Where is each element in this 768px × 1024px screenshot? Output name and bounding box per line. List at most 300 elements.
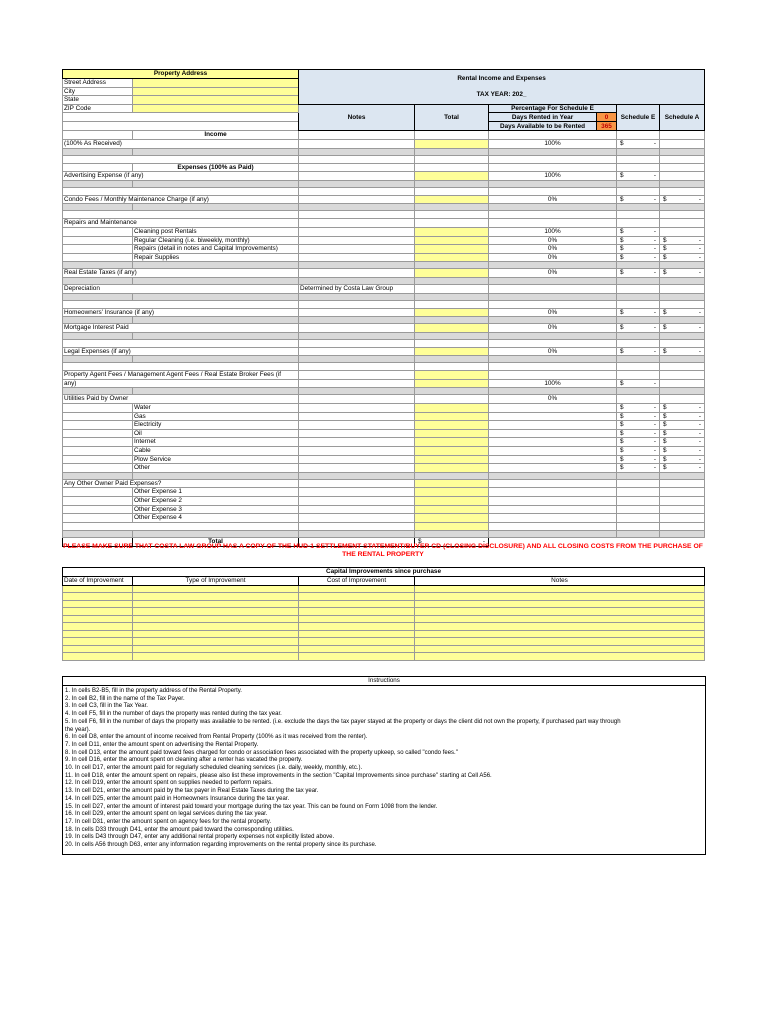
row-total-input[interactable] bbox=[415, 379, 489, 388]
depreciation-note: Determined by Costa Law Group bbox=[299, 284, 415, 293]
expense-row bbox=[63, 488, 705, 497]
schedule-e-value bbox=[617, 395, 660, 404]
row-label bbox=[63, 300, 299, 308]
dollar-sign: $ bbox=[663, 245, 667, 253]
schedule-e-value bbox=[617, 269, 660, 278]
row-label bbox=[63, 363, 299, 371]
schedule-a-value bbox=[660, 227, 705, 236]
row-percentage bbox=[489, 219, 617, 228]
row-notes[interactable] bbox=[299, 236, 415, 245]
expense-row bbox=[63, 505, 705, 514]
instruction-line: the year). bbox=[65, 726, 91, 733]
zip-label: ZIP Code bbox=[63, 104, 133, 113]
row-percentage: 0% bbox=[489, 269, 617, 278]
row-total-input[interactable] bbox=[415, 269, 489, 278]
dollar-sign: $ bbox=[663, 438, 667, 446]
schedule-a-value bbox=[660, 455, 705, 464]
row-label: Other Expense 1 bbox=[133, 488, 299, 497]
state-input[interactable] bbox=[133, 96, 299, 105]
row-notes[interactable] bbox=[299, 363, 415, 371]
row-total-input[interactable] bbox=[415, 371, 489, 380]
row-label bbox=[63, 187, 299, 195]
row-notes[interactable] bbox=[299, 497, 415, 506]
row-label: Mortgage Interest Paid bbox=[63, 324, 299, 333]
schedule-e-value bbox=[617, 236, 660, 245]
dash: - bbox=[698, 236, 702, 244]
capital-date-input[interactable] bbox=[63, 645, 133, 653]
row-notes[interactable] bbox=[299, 429, 415, 438]
row-percentage bbox=[489, 412, 617, 421]
total-label: Total bbox=[133, 537, 299, 546]
schedule-a-value bbox=[660, 308, 705, 317]
row-notes[interactable] bbox=[299, 455, 415, 464]
schedule-a-value bbox=[660, 219, 705, 228]
schedule-e-value bbox=[617, 195, 660, 204]
row-total-input[interactable] bbox=[415, 455, 489, 464]
schedule-e-value bbox=[617, 421, 660, 430]
row-notes[interactable] bbox=[299, 395, 415, 404]
row-total-input[interactable] bbox=[415, 300, 489, 308]
section-label: Income bbox=[133, 131, 299, 140]
days-available-value[interactable]: 365 bbox=[597, 122, 617, 131]
row-total-input[interactable] bbox=[415, 347, 489, 356]
schedule-e-value bbox=[617, 464, 660, 473]
schedule-e-value bbox=[617, 300, 660, 308]
capital-type-input[interactable] bbox=[133, 593, 299, 601]
schedule-a-value bbox=[660, 211, 705, 219]
row-total-input[interactable] bbox=[415, 211, 489, 219]
spacer-row bbox=[63, 388, 705, 395]
row-notes[interactable] bbox=[299, 300, 415, 308]
row-percentage bbox=[489, 155, 617, 163]
capital-notes-input[interactable] bbox=[415, 593, 705, 601]
row-notes[interactable] bbox=[299, 412, 415, 421]
row-label: Internet bbox=[133, 438, 299, 447]
city-label: City bbox=[63, 87, 133, 96]
row-total-input[interactable] bbox=[415, 488, 489, 497]
schedule-a-value bbox=[660, 324, 705, 333]
spacer-row bbox=[63, 293, 705, 300]
schedule-e-value bbox=[617, 447, 660, 456]
row-total-input[interactable] bbox=[415, 447, 489, 456]
tax-year: TAX YEAR: 202_ bbox=[476, 90, 527, 98]
street-input[interactable] bbox=[133, 79, 299, 88]
row-notes[interactable] bbox=[299, 219, 415, 228]
row-total-input[interactable] bbox=[415, 195, 489, 204]
rental-title-block bbox=[299, 70, 705, 105]
schedule-a-header: Schedule A bbox=[660, 104, 705, 131]
schedule-e-value bbox=[617, 139, 660, 148]
schedule-a-value bbox=[660, 195, 705, 204]
row-notes[interactable] bbox=[299, 488, 415, 497]
instruction-line: 5. In cell F6, fill in the number of days the property was available to be rented. (i.e. exclude the days the tax payer stayed at the property or days the client did not own the property, if purchased part way through bbox=[65, 718, 621, 725]
rental-title: Rental Income and Expenses bbox=[457, 74, 546, 82]
capital-type-input[interactable] bbox=[133, 585, 299, 593]
row-notes[interactable] bbox=[299, 269, 415, 278]
row-label bbox=[63, 339, 299, 347]
capital-notes-input[interactable] bbox=[415, 645, 705, 653]
dollar-sign: $ bbox=[663, 404, 667, 412]
instruction-line: 20. In cells A56 through D63, enter any information regarding improvements on the rental property since its purchase. bbox=[65, 842, 377, 849]
expense-row bbox=[63, 479, 705, 488]
row-total-input[interactable] bbox=[415, 253, 489, 262]
schedule-e-value bbox=[617, 438, 660, 447]
expense-row bbox=[63, 211, 705, 219]
dash: - bbox=[653, 195, 657, 203]
dash: - bbox=[698, 324, 702, 332]
capital-cost-input[interactable] bbox=[299, 600, 415, 608]
instruction-line: 1. In cells B2-B5, fill in the property address of the Rental Property. bbox=[65, 688, 242, 694]
expense-row bbox=[63, 447, 705, 456]
expense-row bbox=[63, 379, 705, 388]
row-label: Other Expense 3 bbox=[133, 505, 299, 514]
schedule-a-value bbox=[660, 395, 705, 404]
dollar-sign: $ bbox=[620, 172, 624, 180]
row-label: Cable bbox=[133, 447, 299, 456]
row-total-input[interactable] bbox=[415, 219, 489, 228]
row-notes[interactable] bbox=[299, 464, 415, 473]
dash: - bbox=[698, 253, 702, 261]
schedule-e-value bbox=[617, 308, 660, 317]
row-notes[interactable] bbox=[299, 155, 415, 163]
row-total-input[interactable] bbox=[415, 505, 489, 514]
dash: - bbox=[653, 245, 657, 253]
dash: - bbox=[698, 347, 702, 355]
capital-notes-input[interactable] bbox=[415, 615, 705, 623]
capital-type-input[interactable] bbox=[133, 623, 299, 631]
row-notes[interactable] bbox=[299, 379, 415, 388]
capital-improvements-table bbox=[62, 567, 705, 661]
capital-row bbox=[63, 638, 705, 646]
capital-date-input[interactable] bbox=[63, 653, 133, 661]
row-total-input[interactable] bbox=[415, 464, 489, 473]
row-notes[interactable] bbox=[299, 505, 415, 514]
expense-row bbox=[63, 227, 705, 236]
row-percentage bbox=[489, 522, 617, 530]
row-notes[interactable] bbox=[299, 371, 415, 380]
row-percentage bbox=[489, 363, 617, 371]
row-notes[interactable] bbox=[299, 514, 415, 523]
schedule-a-value bbox=[660, 379, 705, 388]
dollar-sign: $ bbox=[620, 347, 624, 355]
row-notes[interactable] bbox=[299, 245, 415, 254]
row-notes[interactable] bbox=[299, 139, 415, 148]
row-total-input[interactable] bbox=[415, 395, 489, 404]
expense-row bbox=[63, 421, 705, 430]
expense-row bbox=[63, 464, 705, 473]
row-total-input[interactable] bbox=[415, 139, 489, 148]
row-notes[interactable] bbox=[299, 172, 415, 181]
notes-column-header: Notes bbox=[299, 104, 415, 131]
row-total-input[interactable] bbox=[415, 412, 489, 421]
expense-row bbox=[63, 195, 705, 204]
instruction-line: 4. In cell F5, fill in the number of days the property was rented during the tax year. bbox=[65, 711, 282, 718]
capital-type-input[interactable] bbox=[133, 608, 299, 616]
row-total-input[interactable] bbox=[415, 339, 489, 347]
capital-notes-input[interactable] bbox=[415, 585, 705, 593]
schedule-a-value bbox=[660, 245, 705, 254]
row-notes[interactable] bbox=[299, 347, 415, 356]
row-label: Depreciation bbox=[63, 284, 299, 293]
row-percentage: 0% bbox=[489, 195, 617, 204]
schedule-a-value bbox=[660, 514, 705, 523]
schedule-a-value bbox=[660, 429, 705, 438]
instruction-line: 12. In cell D19, enter the amount spent on supplies needed to perform repairs. bbox=[65, 780, 273, 787]
row-label: Gas bbox=[133, 412, 299, 421]
capital-date-input[interactable] bbox=[63, 593, 133, 601]
row-total-input[interactable] bbox=[415, 429, 489, 438]
row-percentage bbox=[489, 300, 617, 308]
expense-row bbox=[63, 300, 705, 308]
capital-cost-input[interactable] bbox=[299, 615, 415, 623]
schedule-a-value bbox=[660, 464, 705, 473]
dash: - bbox=[653, 227, 657, 235]
capital-date-input[interactable] bbox=[63, 600, 133, 608]
schedule-e-value bbox=[617, 347, 660, 356]
capital-type-input[interactable] bbox=[133, 638, 299, 646]
street-label: Street Address bbox=[63, 79, 133, 88]
row-percentage bbox=[489, 447, 617, 456]
row-total-input[interactable] bbox=[415, 497, 489, 506]
row-percentage bbox=[489, 187, 617, 195]
city-input[interactable] bbox=[133, 87, 299, 96]
capital-row bbox=[63, 585, 705, 593]
dollar-sign: $ bbox=[620, 139, 624, 147]
capital-date-input[interactable] bbox=[63, 623, 133, 631]
capital-type-input[interactable] bbox=[133, 615, 299, 623]
instruction-line: 11. In cell D18, enter the amount spent on repairs, please also list these improvements in the section "Capital Improvements since purchase" starting at Cell A56. bbox=[65, 772, 492, 779]
dash: - bbox=[653, 347, 657, 355]
capital-notes-input[interactable] bbox=[415, 630, 705, 638]
row-notes[interactable] bbox=[299, 195, 415, 204]
schedule-a-value bbox=[660, 421, 705, 430]
row-label: Other bbox=[133, 464, 299, 473]
row-percentage bbox=[489, 421, 617, 430]
row-percentage bbox=[489, 488, 617, 497]
capital-cost-input[interactable] bbox=[299, 585, 415, 593]
dollar-sign: $ bbox=[663, 455, 667, 463]
dollar-sign: $ bbox=[620, 455, 624, 463]
expense-row bbox=[63, 245, 705, 254]
dollar-sign: $ bbox=[663, 347, 667, 355]
instructions-box bbox=[62, 676, 706, 855]
row-total-input[interactable] bbox=[415, 187, 489, 195]
dash: - bbox=[653, 404, 657, 412]
instruction-line: 17. In cell D31, enter the amount spent on agency fees for the rental property. bbox=[65, 818, 272, 825]
schedule-a-value bbox=[660, 371, 705, 380]
schedule-e-value bbox=[617, 172, 660, 181]
row-percentage: 100% bbox=[489, 172, 617, 181]
row-notes[interactable] bbox=[299, 308, 415, 317]
row-total-input[interactable] bbox=[415, 438, 489, 447]
dollar-sign: $ bbox=[663, 253, 667, 261]
capital-date-input[interactable] bbox=[63, 630, 133, 638]
schedule-e-value bbox=[617, 497, 660, 506]
row-total-input[interactable] bbox=[415, 227, 489, 236]
capital-cost-input[interactable] bbox=[299, 608, 415, 616]
row-total-input[interactable] bbox=[415, 236, 489, 245]
row-notes[interactable] bbox=[299, 438, 415, 447]
row-total-input[interactable] bbox=[415, 155, 489, 163]
capital-date-input[interactable] bbox=[63, 638, 133, 646]
capital-date-input[interactable] bbox=[63, 615, 133, 623]
expense-row bbox=[63, 371, 705, 380]
schedule-a-value bbox=[660, 300, 705, 308]
schedule-a-value bbox=[660, 155, 705, 163]
section-row bbox=[63, 131, 705, 140]
row-label bbox=[63, 155, 299, 163]
row-percentage bbox=[489, 404, 617, 413]
expense-row bbox=[63, 339, 705, 347]
schedule-e-value bbox=[617, 379, 660, 388]
row-percentage: 0% bbox=[489, 347, 617, 356]
capital-title: Capital Improvements since purchase bbox=[63, 568, 705, 577]
row-label: Regular Cleaning (i.e. biweekly, monthly) bbox=[133, 236, 299, 245]
capital-date-input[interactable] bbox=[63, 608, 133, 616]
row-label: Property Agent Fees / Management Agent Fees / Real Estate Broker Fees (if bbox=[63, 371, 299, 380]
capital-cost-input[interactable] bbox=[299, 638, 415, 646]
instruction-line: 10. In cell D17, enter the amount paid for regularly scheduled cleaning services (i.e. daily, weekly, monthly, etc.). bbox=[65, 765, 363, 772]
capital-cost-input[interactable] bbox=[299, 593, 415, 601]
capital-notes-input[interactable] bbox=[415, 600, 705, 608]
instruction-line: 8. In cell D13, enter the amount paid toward fees charged for condo or association fees associated with the property upkeep, so called "condo fees." bbox=[65, 749, 458, 756]
dash: - bbox=[698, 464, 702, 472]
row-label: Other Expense 4 bbox=[133, 514, 299, 523]
capital-row bbox=[63, 608, 705, 616]
schedule-e-value bbox=[617, 488, 660, 497]
hud-warning: PLEASE MAKE SURE THAT COSTA LAW GROUP HAS A COPY OF THE HUD-1 SETTLEMENT STATEMENT/BUYER CD (CLOSING DISCLOSURE) AND ALL CLOSING COSTS FROM THE PURCHASE OF THE RENTAL PROPERTY bbox=[63, 543, 703, 558]
capital-notes-input[interactable] bbox=[415, 638, 705, 646]
capital-type-input[interactable] bbox=[133, 600, 299, 608]
row-percentage bbox=[489, 339, 617, 347]
instruction-line: 16. In cell D29, enter the amount spent on legal services during the tax year. bbox=[65, 811, 268, 818]
dash: - bbox=[653, 464, 657, 472]
row-notes[interactable] bbox=[299, 187, 415, 195]
dollar-sign: $ bbox=[663, 324, 667, 332]
row-label: Real Estate Taxes (if any) bbox=[63, 269, 299, 278]
spacer-row bbox=[63, 180, 705, 187]
row-percentage: 100% bbox=[489, 379, 617, 388]
schedule-e-value bbox=[617, 324, 660, 333]
row-notes[interactable] bbox=[299, 253, 415, 262]
capital-type-input[interactable] bbox=[133, 653, 299, 661]
dollar-sign: $ bbox=[620, 404, 624, 412]
capital-notes-input[interactable] bbox=[415, 623, 705, 631]
capital-notes-input[interactable] bbox=[415, 653, 705, 661]
dash: - bbox=[698, 245, 702, 253]
spacer-row bbox=[63, 530, 705, 537]
days-rented-value[interactable]: 0 bbox=[597, 113, 617, 122]
col-notes: Notes bbox=[415, 577, 705, 586]
row-notes[interactable] bbox=[299, 339, 415, 347]
row-percentage bbox=[489, 514, 617, 523]
row-percentage: 0% bbox=[489, 245, 617, 254]
row-notes[interactable] bbox=[299, 324, 415, 333]
schedule-e-value bbox=[617, 211, 660, 219]
instruction-line: 3. In cell C3, fill in the Tax Year. bbox=[65, 703, 148, 710]
total-column-header: Total bbox=[415, 104, 489, 131]
schedule-e-value bbox=[617, 219, 660, 228]
schedule-a-value bbox=[660, 505, 705, 514]
dash: - bbox=[698, 447, 702, 455]
rental-income-expenses-table bbox=[62, 69, 705, 547]
capital-type-input[interactable] bbox=[133, 645, 299, 653]
row-total-input[interactable] bbox=[415, 245, 489, 254]
row-total-input[interactable] bbox=[415, 324, 489, 333]
row-notes[interactable] bbox=[299, 227, 415, 236]
capital-row bbox=[63, 593, 705, 601]
expense-row bbox=[63, 514, 705, 523]
row-notes[interactable] bbox=[299, 211, 415, 219]
row-total-input[interactable] bbox=[415, 308, 489, 317]
property-address-title: Property Address bbox=[63, 70, 299, 79]
row-notes[interactable] bbox=[299, 421, 415, 430]
schedule-a-value bbox=[660, 139, 705, 148]
capital-cost-input[interactable] bbox=[299, 623, 415, 631]
row-label: Legal Expenses (if any) bbox=[63, 347, 299, 356]
row-notes[interactable] bbox=[299, 404, 415, 413]
row-total-input[interactable] bbox=[415, 421, 489, 430]
dollar-sign: $ bbox=[663, 195, 667, 203]
expense-row bbox=[63, 284, 705, 293]
spacer-row bbox=[63, 204, 705, 211]
expense-row bbox=[63, 269, 705, 278]
dash: - bbox=[653, 412, 657, 420]
capital-type-input[interactable] bbox=[133, 630, 299, 638]
capital-date-input[interactable] bbox=[63, 585, 133, 593]
dash: - bbox=[698, 412, 702, 420]
dash: - bbox=[653, 447, 657, 455]
spacer-row bbox=[63, 148, 705, 155]
instruction-line: 7. In cell D11, enter the amount spent on advertising the Rental Property. bbox=[65, 741, 259, 748]
row-total-input[interactable] bbox=[415, 479, 489, 488]
state-label: State bbox=[63, 96, 133, 105]
capital-cost-input[interactable] bbox=[299, 645, 415, 653]
dollar-sign: $ bbox=[663, 236, 667, 244]
zip-input[interactable] bbox=[133, 104, 299, 113]
row-total-input[interactable] bbox=[415, 404, 489, 413]
instructions-title: Instructions bbox=[63, 677, 705, 686]
expense-row bbox=[63, 347, 705, 356]
dollar-sign: $ bbox=[620, 464, 624, 472]
capital-cost-input[interactable] bbox=[299, 630, 415, 638]
row-notes[interactable] bbox=[299, 447, 415, 456]
row-total-input[interactable] bbox=[415, 522, 489, 530]
dash: - bbox=[698, 421, 702, 429]
schedule-e-value bbox=[617, 363, 660, 371]
schedule-a-value bbox=[660, 488, 705, 497]
row-total-input[interactable] bbox=[415, 363, 489, 371]
row-percentage: 0% bbox=[489, 236, 617, 245]
schedule-e-value bbox=[617, 371, 660, 380]
row-total-input[interactable] bbox=[415, 514, 489, 523]
row-notes[interactable] bbox=[299, 522, 415, 530]
dash: - bbox=[653, 421, 657, 429]
row-notes[interactable] bbox=[299, 479, 415, 488]
expense-row bbox=[63, 412, 705, 421]
dollar-sign: $ bbox=[620, 227, 624, 235]
expense-row bbox=[63, 155, 705, 163]
dollar-sign: $ bbox=[620, 245, 624, 253]
expense-row bbox=[63, 187, 705, 195]
dollar-sign: $ bbox=[620, 379, 624, 387]
capital-cost-input[interactable] bbox=[299, 653, 415, 661]
row-label: (100% As Received) bbox=[63, 139, 299, 148]
capital-notes-input[interactable] bbox=[415, 608, 705, 616]
schedule-a-value bbox=[660, 253, 705, 262]
row-total-input[interactable] bbox=[415, 172, 489, 181]
schedule-a-value bbox=[660, 479, 705, 488]
